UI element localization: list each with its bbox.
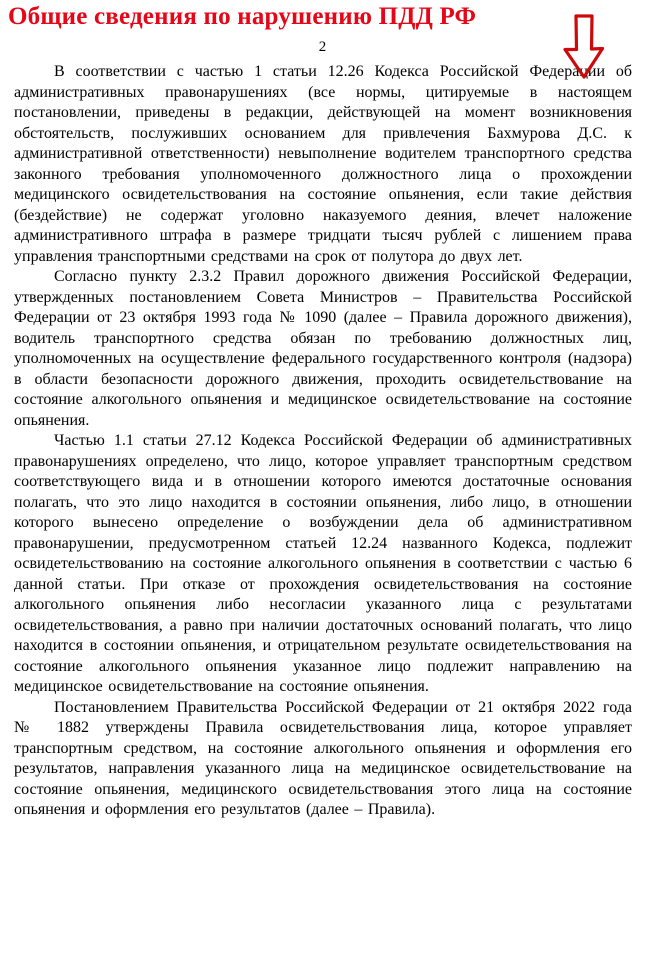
paragraph-4: Постановлением Правительства Российской Федерации от 21 октября 2022 года № 1882 утверждены Правила освидетельствования лица, которое управляет транспортным средством, на состояние алкогольного опьянения и оформления его результатов, направления указанного лица на медицинское освидетельствование на состояние опьянения, медицинского освидетельствования этого лица на состояние опьянения и оформления его результатов (далее – Правила). — [14, 698, 632, 818]
paragraph-2: Согласно пункту 2.3.2 Правил дорожного движения Российской Федерации, утвержденных постановлением Совета Министров – Правительства Российской Федерации от 23 октября 1993 года № 1090 (далее – Правила дорожного движения), водитель транспортного средства обязан по требованию должностных лиц, уполномоченных на осуществление федерального государственного контроля (надзора) в области безопасности дорожного движения, проходить освидетельствование на состояние алкогольного опьянения и медицинское освидетельствование на состояние опьянения. — [14, 268, 632, 429]
paragraph-1: В соответствии с частью 1 статьи 12.26 Кодекса Российской Федерации об административных правонарушениях (все нормы, цитируемые в настоящем постановлении, приведены в редакции, действующей на момент возникновения обстоятельств, послуживших основанием для привлечения Бахмурова Д.С. к административной ответственности) невыполнение водителем транспортного средства законного требования уполномоченного должностного лица о прохождении медицинского освидетельствования на состояние опьянения, если такие действия (бездействие) не содержат уголовно наказуемого деяния, влечет наложение административного штрафа в размере тридцати тысяч рублей с лишением права управления транспортными средствами на срок от полутора до двух лет. — [14, 63, 632, 265]
page-title: Общие сведения по нарушению ПДД РФ — [8, 3, 477, 30]
red-down-arrow-icon — [563, 14, 605, 80]
red-down-arrow-path — [565, 16, 603, 77]
page-number: 2 — [318, 39, 327, 55]
document-body — [14, 62, 632, 821]
paragraph-3: Частью 1.1 статьи 27.12 Кодекса Российской Федерации об административных правонарушениях определено, что лицо, которое управляет транспортным средством соответствующего вида и в отношении которого имеются достаточные основания полагать, что это лицо находится в состоянии опьянения, либо лицо, в отношении которого вынесено определение о возбуждении дела об административном правонарушении, предусмотренном статьей 12.24 названного Кодекса, подлежит освидетельствованию на состояние алкогольного опьянения в соответствии с частью 6 данной статьи. При отказе от прохождения освидетельствования на состояние алкогольного опьянения либо несогласии указанного лица с результатами освидетельствования, а равно при наличии достаточных оснований полагать, что лицо находится в состоянии опьянения, и отрицательном результате освидетельствования на состояние алкогольного опьянения указанное лицо подлежит направлению на медицинское освидетельствование на состояние опьянения. — [14, 432, 632, 695]
